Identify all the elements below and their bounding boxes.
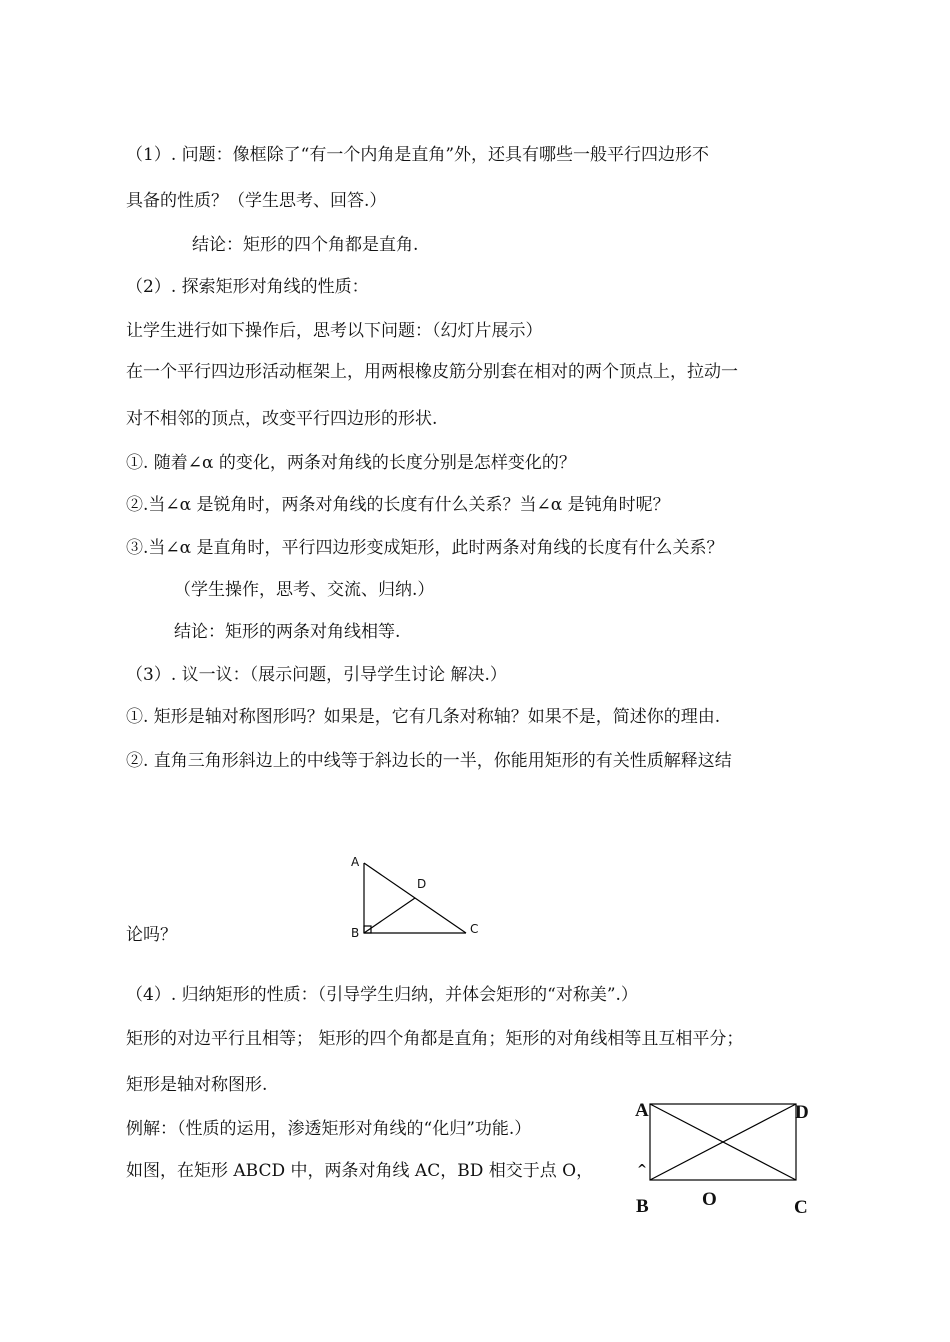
- text-line-5: 让学生进行如下操作后，思考以下问题：（幻灯片展示）: [126, 321, 543, 341]
- text-line-20: 例解：（性质的运用，渗透矩形对角线的“化归”功能.）: [126, 1119, 532, 1139]
- text-line-10: ③.当∠α 是直角时，平行四边形变成矩形，此时两条对角线的长度有什么关系？: [126, 538, 724, 558]
- text-line-1: （1）. 问题：像框除了“有一个内角是直角”外，还具有哪些一般平行四边形不: [126, 145, 710, 165]
- triangle-label-a: A: [351, 855, 360, 869]
- rect-caret-mark: ^: [637, 1162, 648, 1176]
- rectangle-figure: [650, 1104, 796, 1180]
- text-line-7: 对不相邻的顶点，改变平行四边形的形状.: [126, 409, 438, 429]
- triangle-label-d: D: [417, 877, 427, 891]
- text-line-19: 矩形是轴对称图形.: [126, 1075, 268, 1095]
- triangle-median-bd: [364, 898, 415, 933]
- text-line-21: 如图，在矩形 ABCD 中，两条对角线 AC，BD 相交于点 O，: [126, 1161, 594, 1181]
- text-line-18: 矩形的对边平行且相等； 矩形的四个角都是直角；矩形的对角线相等且互相平分；: [126, 1029, 744, 1049]
- text-line-6: 在一个平行四边形活动框架上，用两根橡皮筋分别套在相对的两个顶点上，拉动一: [126, 362, 738, 382]
- text-line-2: 具备的性质？（学生思考、回答.）: [126, 191, 387, 211]
- text-line-16: 论吗？: [126, 925, 177, 945]
- text-line-11: （学生操作，思考、交流、归纳.）: [174, 580, 435, 600]
- text-line-14: ①. 矩形是轴对称图形吗？如果是，它有几条对称轴？如果不是，简述你的理由.: [126, 707, 721, 727]
- triangle-figure: [364, 863, 466, 933]
- rect-label-d: D: [795, 1102, 809, 1123]
- text-line-12: 结论：矩形的两条对角线相等.: [174, 622, 401, 642]
- rect-label-o: O: [702, 1189, 717, 1210]
- triangle-label-b: B: [351, 926, 360, 940]
- text-line-8: ①. 随着∠α 的变化，两条对角线的长度分别是怎样变化的？: [126, 453, 576, 473]
- rect-label-b: B: [636, 1196, 649, 1217]
- rect-label-c: C: [794, 1197, 808, 1218]
- text-line-9: ②.当∠α 是锐角时，两条对角线的长度有什么关系？当∠α 是钝角时呢？: [126, 495, 670, 515]
- text-line-13: （3）. 议一议：（展示问题，引导学生讨论 解决.）: [126, 665, 507, 685]
- rect-label-a: A: [635, 1100, 649, 1121]
- text-line-15: ②. 直角三角形斜边上的中线等于斜边长的一半，你能用矩形的有关性质解释这结: [126, 751, 732, 771]
- text-line-3: 结论：矩形的四个角都是直角.: [192, 235, 419, 255]
- text-line-17: （4）. 归纳矩形的性质：（引导学生归纳，并体会矩形的“对称美”.）: [126, 985, 638, 1005]
- triangle-label-c: C: [470, 922, 479, 936]
- text-line-4: （2）. 探索矩形对角线的性质：: [126, 277, 369, 297]
